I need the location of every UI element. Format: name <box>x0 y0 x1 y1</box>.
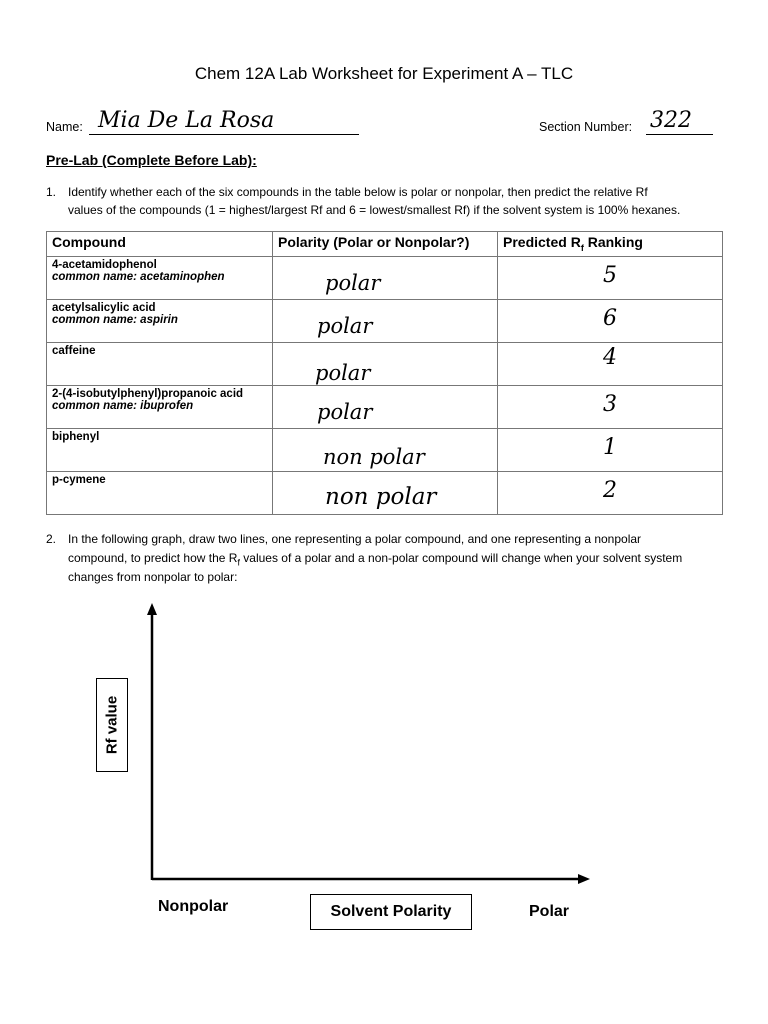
polarity-answer: polar <box>315 361 371 385</box>
rank-answer: 3 <box>603 392 617 417</box>
name-value[interactable]: Mia De La Rosa <box>98 108 275 133</box>
y-axis-arrow <box>147 603 157 615</box>
x-axis-left-label: Nonpolar <box>158 898 229 915</box>
question-1-number: 1. <box>46 185 57 199</box>
compound-common-name: common name: aspirin <box>52 314 178 326</box>
polarity-answer: polar <box>317 400 373 424</box>
compound-name: caffeine <box>52 345 96 357</box>
question-2-line-2-sub: f <box>237 557 240 568</box>
compound-name: biphenyl <box>52 431 100 443</box>
question-1-line-1: Identify whether each of the six compounds in the table below is polar or nonpolar, then predict the relative Rf <box>68 185 648 199</box>
rank-answer: 4 <box>603 345 617 370</box>
x-axis-label: Solvent Polarity <box>330 903 452 920</box>
question-2-line-2-pre: compound, to predict how the R <box>68 551 238 565</box>
worksheet-title: Chem 12A Lab Worksheet for Experiment A – TLC <box>194 64 574 83</box>
compound-name: 4-acetamidophenol <box>52 259 157 271</box>
rank-answer: 1 <box>603 435 617 460</box>
compound-name: p-cymene <box>52 474 106 486</box>
x-axis-right-label: Polar <box>529 903 570 920</box>
polarity-answer: non polar <box>325 484 437 510</box>
question-2-number: 2. <box>46 532 57 546</box>
rank-answer: 2 <box>603 478 617 503</box>
x-axis-label-box <box>310 894 472 930</box>
polarity-answer: polar <box>325 271 381 295</box>
compound-common-name: common name: ibuprofen <box>52 400 194 412</box>
y-axis-label: Rf value <box>103 695 121 755</box>
section-label: Section Number: <box>539 120 633 134</box>
y-axis-label-box <box>96 678 128 772</box>
polarity-answer: polar <box>317 314 373 338</box>
name-label: Name: <box>46 120 83 134</box>
header-rank-post: Ranking <box>583 234 643 250</box>
section-value[interactable]: 322 <box>650 108 692 133</box>
question-2-line-2-post: values of a polar and a non-polar compound will change when your solvent system <box>239 551 683 565</box>
compound-name: 2-(4-isobutylphenyl)propanoic acid <box>52 388 244 400</box>
compound-name: acetylsalicylic acid <box>52 302 156 314</box>
question-2-line-3: changes from nonpolar to polar: <box>68 570 238 584</box>
prelab-heading: Pre-Lab (Complete Before Lab): <box>46 152 257 168</box>
header-rank-sub: f <box>580 242 584 253</box>
rank-answer: 5 <box>603 263 617 288</box>
header-polarity: Polarity (Polar or Nonpolar?) <box>273 232 498 257</box>
question-1-line-2: values of the compounds (1 = highest/largest Rf and 6 = lowest/smallest Rf) if the solvent system is 100% hexanes. <box>68 203 681 217</box>
rank-answer: 6 <box>603 306 617 331</box>
header-compound: Compound <box>47 232 273 257</box>
compound-common-name: common name: acetaminophen <box>52 271 225 283</box>
x-axis-arrow <box>578 874 590 884</box>
question-2-line-1: In the following graph, draw two lines, one representing a polar compound, and one representing a nonpolar <box>68 532 642 546</box>
polarity-answer: non polar <box>323 445 425 469</box>
header-rank-pre: Predicted R <box>503 234 581 250</box>
